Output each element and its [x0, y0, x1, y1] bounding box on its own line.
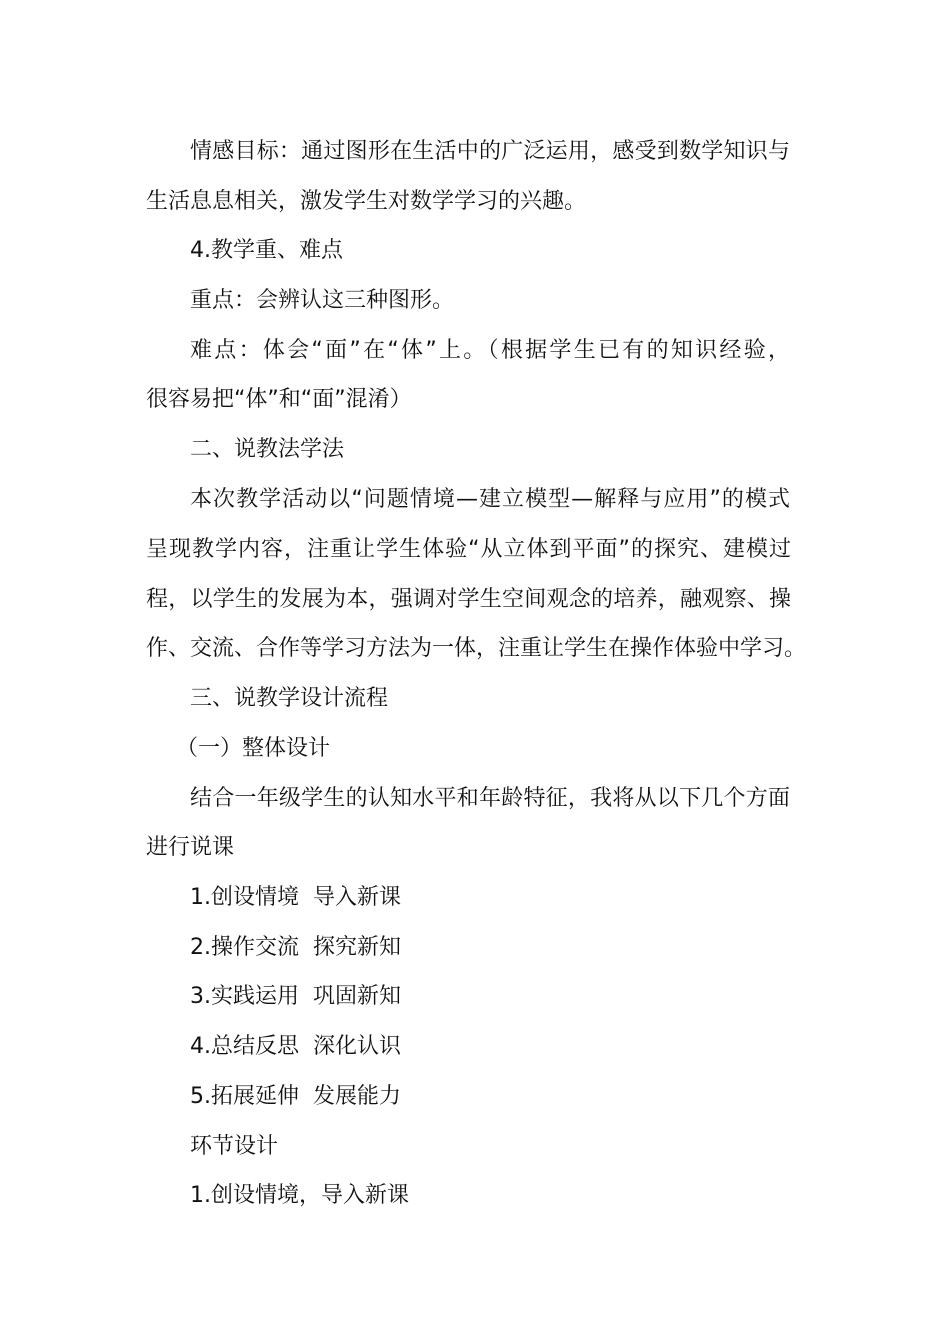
- list-item: 5.拓展延伸 发展能力: [190, 1084, 401, 1109]
- section-heading: 二、说教法学法: [190, 437, 345, 462]
- section-heading: 环节设计: [190, 1134, 279, 1159]
- paragraph-line: 呈现教学内容，注重让学生体验“从立体到平面”的探究、建模过: [146, 537, 791, 562]
- paragraph-line: 生活息息相关，激发学生对数学学习的兴趣。: [146, 189, 587, 214]
- paragraph-line: 程，以学生的发展为本，强调对学生空间观念的培养，融观察、操: [146, 587, 791, 612]
- subsection-heading: （一）整体设计: [176, 736, 331, 761]
- list-item: 2.操作交流 探究新知: [190, 935, 401, 960]
- paragraph-line: 情感目标：通过图形在生活中的广泛运用，感受到数学知识与: [190, 139, 790, 164]
- paragraph-line: 结合一年级学生的认知水平和年龄特征，我将从以下几个方面: [190, 786, 790, 811]
- paragraph-line: 重点：会辨认这三种图形。: [190, 288, 455, 313]
- list-item: 1.创设情境 导入新课: [190, 885, 401, 910]
- list-item: 1.创设情境，导入新课: [190, 1183, 409, 1208]
- paragraph-line: 作、交流、合作等学习方法为一体，注重让学生在操作体验中学习。: [146, 636, 807, 661]
- list-item: 3.实践运用 巩固新知: [190, 984, 401, 1009]
- section-heading: 4.教学重、难点: [190, 238, 343, 263]
- paragraph-line: 进行说课: [146, 835, 235, 860]
- paragraph-line: 本次教学活动以“问题情境—建立模型—解释与应用”的模式: [190, 487, 790, 512]
- paragraph-line: 很容易把“体”和“面”混淆）: [146, 387, 412, 412]
- section-heading: 三、说教学设计流程: [190, 686, 389, 711]
- list-item: 4.总结反思 深化认识: [190, 1034, 401, 1059]
- paragraph-line: 难点：体会“面”在“体”上。（根据学生已有的知识经验，: [190, 338, 790, 363]
